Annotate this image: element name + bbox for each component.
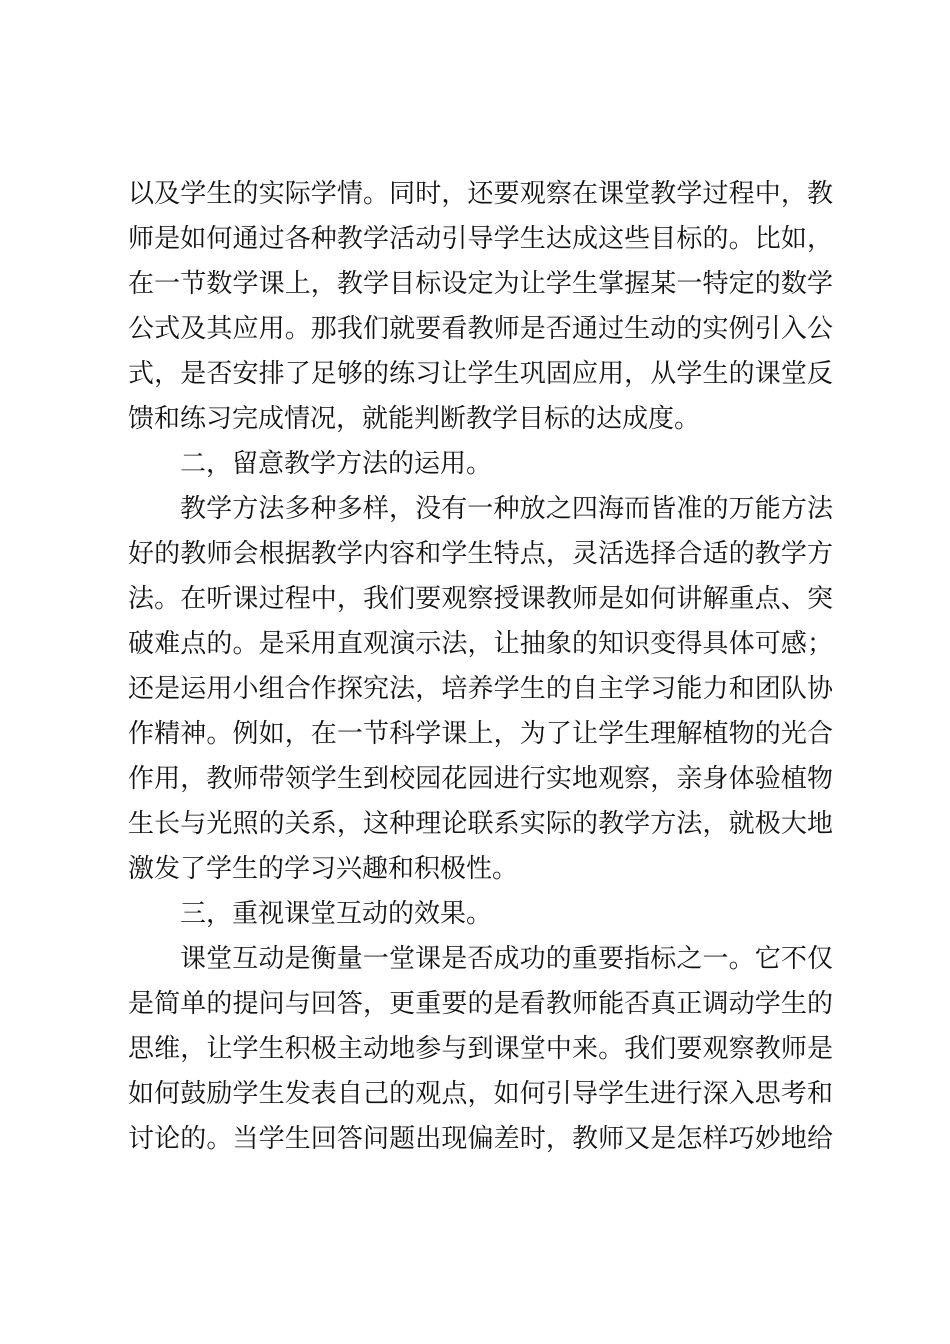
paragraph-line: 破难点的。是采用直观演示法，让抽象的知识变得具体可感；: [128, 629, 833, 659]
paragraph-line: 讨论的。当学生回答问题出现偏差时，教师又是怎样巧妙地给: [128, 1124, 833, 1154]
paragraph-line: 如何鼓励学生发表自己的观点，如何引导学生进行深入思考和: [128, 1079, 833, 1109]
paragraph-line: 思维，让学生积极主动地参与到课堂中来。我们要观察教师是: [128, 1034, 833, 1064]
body-text: [128, 172, 833, 1162]
paragraph-line: 以及学生的实际学情。同时，还要观察在课堂教学过程中，教: [128, 179, 833, 209]
paragraph-line: 法。在听课过程中，我们要观察授课教师是如何讲解重点、突: [128, 584, 833, 614]
section-heading: 二，留意教学方法的运用。: [180, 449, 493, 479]
section-heading: 三，重视课堂互动的效果。: [180, 899, 493, 929]
paragraph-line: 作用，教师带领学生到校园花园进行实地观察，亲身体验植物: [128, 764, 833, 794]
paragraph-line: 师是如何通过各种教学活动引导学生达成这些目标的。比如，: [128, 224, 833, 254]
paragraph-line: 是简单的提问与回答，更重要的是看教师能否真正调动学生的: [128, 989, 833, 1019]
paragraph-line: 生长与光照的关系，这种理论联系实际的教学方法，就极大地: [128, 809, 833, 839]
paragraph-line: 作精神。例如，在一节科学课上，为了让学生理解植物的光合: [128, 719, 833, 749]
paragraph-line: 激发了学生的学习兴趣和积极性。: [128, 854, 519, 884]
paragraph-line: 好的教师会根据教学内容和学生特点，灵活选择合适的教学方: [128, 539, 833, 569]
paragraph-line: 在一节数学课上，教学目标设定为让学生掌握某一特定的数学: [128, 269, 833, 299]
paragraph-line: 教学方法多种多样，没有一种放之四海而皆准的万能方法: [180, 494, 833, 524]
paragraph-line: 还是运用小组合作探究法，培养学生的自主学习能力和团队协: [128, 674, 833, 704]
paragraph-line: 公式及其应用。那我们就要看教师是否通过生动的实例引入公: [128, 314, 833, 344]
paragraph-line: 式，是否安排了足够的练习让学生巩固应用，从学生的课堂反: [128, 359, 833, 389]
paragraph-line: 馈和练习完成情况，就能判断教学目标的达成度。: [128, 404, 701, 434]
paragraph-line: 课堂互动是衡量一堂课是否成功的重要指标之一。它不仅: [180, 944, 833, 974]
